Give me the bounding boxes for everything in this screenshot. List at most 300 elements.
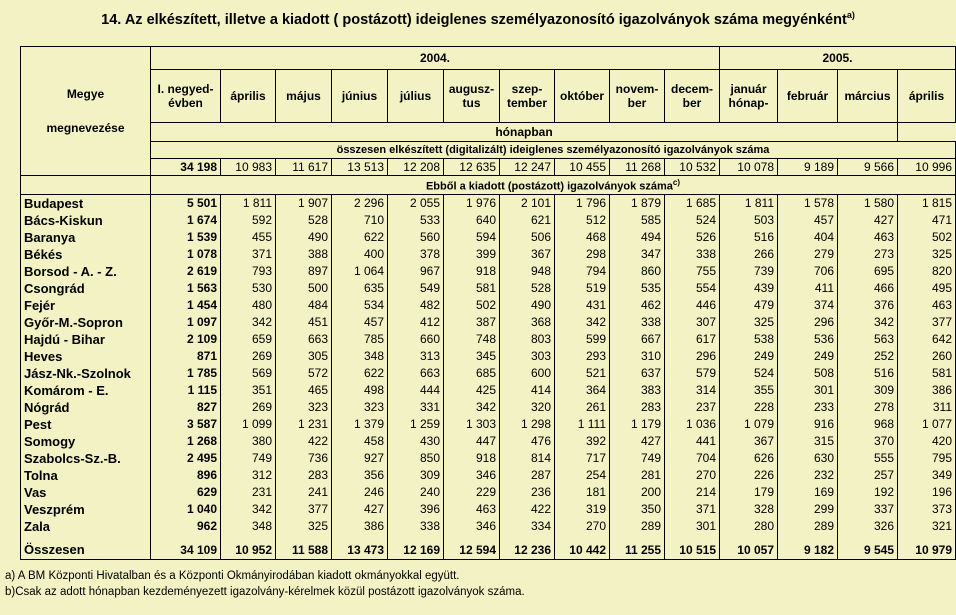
cell-value: 626 <box>720 450 778 467</box>
county-name: Komárom - E. <box>21 382 151 399</box>
cell-value: 370 <box>838 433 898 450</box>
osszesen-elkeszitett-value: 10 455 <box>555 159 610 176</box>
cell-value: 500 <box>276 280 332 297</box>
cell-value: 512 <box>555 212 610 229</box>
cell-value: 569 <box>221 365 276 382</box>
cell-value: 1 231 <box>276 416 332 433</box>
month-header: novem- ber <box>610 70 665 123</box>
total-value: 10 515 <box>665 541 720 560</box>
month-header: október <box>555 70 610 123</box>
cell-value: 1 907 <box>276 194 332 212</box>
cell-value: 380 <box>221 433 276 450</box>
cell-value: 962 <box>151 518 221 535</box>
cell-value: 663 <box>276 331 332 348</box>
cell-value: 5 501 <box>151 194 221 212</box>
cell-value: 785 <box>332 331 388 348</box>
cell-value: 1 879 <box>610 194 665 212</box>
cell-value: 455 <box>221 229 276 246</box>
cell-value: 287 <box>500 467 555 484</box>
table-row <box>21 331 956 348</box>
cell-value: 289 <box>778 518 838 535</box>
cell-value: 377 <box>276 501 332 518</box>
cell-value: 342 <box>555 314 610 331</box>
osszesen-elkeszitett-value: 9 566 <box>838 159 898 176</box>
cell-value: 948 <box>500 263 555 280</box>
cell-value: 328 <box>720 501 778 518</box>
cell-value: 431 <box>555 297 610 314</box>
county-name: Vas <box>21 484 151 501</box>
osszesen-elkeszitett-value: 34 198 <box>151 159 221 176</box>
cell-value: 383 <box>610 382 665 399</box>
cell-value: 1 097 <box>151 314 221 331</box>
county-name: Pest <box>21 416 151 433</box>
cell-value: 897 <box>276 263 332 280</box>
cell-value: 2 101 <box>500 194 555 212</box>
month-header: május <box>276 70 332 123</box>
cell-value: 490 <box>276 229 332 246</box>
cell-value: 192 <box>838 484 898 501</box>
county-name: Jász-Nk.-Szolnok <box>21 365 151 382</box>
cell-value: 254 <box>555 467 610 484</box>
cell-value: 1 115 <box>151 382 221 399</box>
total-value: 12 594 <box>444 541 500 560</box>
cell-value: 376 <box>838 297 898 314</box>
cell-value: 630 <box>778 450 838 467</box>
cell-value: 412 <box>388 314 444 331</box>
month-header: június <box>332 70 388 123</box>
cell-value: 820 <box>898 263 956 280</box>
osszesen-elkeszitett-label: összesen elkészített (digitalizált) ideiglenes személyazonosító igazolványok száma <box>151 142 956 159</box>
cell-value: 521 <box>555 365 610 382</box>
osszesen-elkeszitett-value: 10 078 <box>720 159 778 176</box>
osszesen-elkeszitett-value: 13 513 <box>332 159 388 176</box>
cell-value: 404 <box>778 229 838 246</box>
data-table <box>20 46 956 560</box>
cell-value: 386 <box>332 518 388 535</box>
cell-value: 326 <box>838 518 898 535</box>
cell-value: 516 <box>838 365 898 382</box>
county-name: Baranya <box>21 229 151 246</box>
cell-value: 600 <box>500 365 555 382</box>
cell-value: 387 <box>444 314 500 331</box>
cell-value: 257 <box>838 467 898 484</box>
cell-value: 323 <box>276 399 332 416</box>
cell-value: 269 <box>221 348 276 365</box>
cell-value: 214 <box>665 484 720 501</box>
cell-value: 226 <box>720 467 778 484</box>
county-name: Nógrád <box>21 399 151 416</box>
osszesen-elkeszitett-value: 10 532 <box>665 159 720 176</box>
cell-value: 533 <box>388 212 444 229</box>
cell-value: 695 <box>838 263 898 280</box>
cell-value: 425 <box>444 382 500 399</box>
osszesen-elkeszitett-value: 12 247 <box>500 159 555 176</box>
cell-value: 685 <box>444 365 500 382</box>
total-label: Összesen <box>21 541 151 560</box>
cell-value: 367 <box>720 433 778 450</box>
cell-value: 246 <box>332 484 388 501</box>
total-row <box>21 541 956 560</box>
cell-value: 281 <box>610 467 665 484</box>
footnote-a: a) A BM Központi Hivatalban és a Központi Okmányirodában kiadott okmányokkal együtt. <box>5 570 460 582</box>
cell-value: 1 379 <box>332 416 388 433</box>
cell-value: 228 <box>720 399 778 416</box>
total-value: 10 442 <box>555 541 610 560</box>
cell-value: 528 <box>276 212 332 229</box>
cell-value: 918 <box>444 263 500 280</box>
cell-value: 479 <box>720 297 778 314</box>
cell-value: 321 <box>898 518 956 535</box>
cell-value: 196 <box>898 484 956 501</box>
county-name: Csongrád <box>21 280 151 297</box>
cell-value: 303 <box>500 348 555 365</box>
cell-value: 503 <box>720 212 778 229</box>
cell-value: 490 <box>500 297 555 314</box>
month-header: április <box>898 70 956 123</box>
cell-value: 667 <box>610 331 665 348</box>
table-row <box>21 194 956 212</box>
table-row <box>21 433 956 450</box>
month-header: február <box>778 70 838 123</box>
month-header: április <box>221 70 276 123</box>
cell-value: 659 <box>221 331 276 348</box>
cell-value: 422 <box>276 433 332 450</box>
osszesen-elkeszitett-value: 9 189 <box>778 159 838 176</box>
cell-value: 594 <box>444 229 500 246</box>
cell-value: 310 <box>610 348 665 365</box>
cell-value: 320 <box>500 399 555 416</box>
table-row <box>21 280 956 297</box>
cell-value: 1 674 <box>151 212 221 229</box>
cell-value: 1 268 <box>151 433 221 450</box>
cell-value: 430 <box>388 433 444 450</box>
cell-value: 378 <box>388 246 444 263</box>
osszesen-elkeszitett-value: 10 983 <box>221 159 276 176</box>
cell-value: 617 <box>665 331 720 348</box>
cell-value: 309 <box>838 382 898 399</box>
cell-value: 311 <box>898 399 956 416</box>
cell-value: 1 811 <box>720 194 778 212</box>
cell-value: 622 <box>332 365 388 382</box>
cell-value: 530 <box>221 280 276 297</box>
cell-value: 457 <box>332 314 388 331</box>
cell-value: 538 <box>720 331 778 348</box>
county-name: Tolna <box>21 467 151 484</box>
cell-value: 441 <box>665 433 720 450</box>
total-value: 10 979 <box>898 541 956 560</box>
cell-value: 373 <box>898 501 956 518</box>
cell-value: 635 <box>332 280 388 297</box>
month-header: március <box>838 70 898 123</box>
cell-value: 519 <box>555 280 610 297</box>
table-row <box>21 297 956 314</box>
cell-value: 237 <box>665 399 720 416</box>
cell-value: 1 099 <box>221 416 276 433</box>
county-name: Zala <box>21 518 151 535</box>
cell-value: 350 <box>610 501 665 518</box>
cell-value: 660 <box>388 331 444 348</box>
cell-value: 494 <box>610 229 665 246</box>
cell-value: 1 563 <box>151 280 221 297</box>
cell-value: 319 <box>555 501 610 518</box>
cell-value: 563 <box>838 331 898 348</box>
table-row <box>21 263 956 280</box>
cell-value: 803 <box>500 331 555 348</box>
table-row <box>21 416 956 433</box>
cell-value: 860 <box>610 263 665 280</box>
table-row <box>21 518 956 535</box>
cell-value: 592 <box>221 212 276 229</box>
table-row <box>21 365 956 382</box>
osszesen-elkeszitett-value: 10 996 <box>898 159 956 176</box>
cell-value: 1 539 <box>151 229 221 246</box>
cell-value: 463 <box>444 501 500 518</box>
cell-value: 536 <box>778 331 838 348</box>
cell-value: 325 <box>276 518 332 535</box>
cell-value: 374 <box>778 297 838 314</box>
cell-value: 342 <box>221 314 276 331</box>
cell-value: 289 <box>610 518 665 535</box>
cell-value: 444 <box>388 382 444 399</box>
cell-value: 1 580 <box>838 194 898 212</box>
cell-value: 346 <box>444 518 500 535</box>
cell-value: 342 <box>838 314 898 331</box>
cell-value: 462 <box>610 297 665 314</box>
cell-value: 427 <box>838 212 898 229</box>
cell-value: 528 <box>500 280 555 297</box>
cell-value: 346 <box>444 467 500 484</box>
cell-value: 871 <box>151 348 221 365</box>
month-header: szep- tember <box>500 70 555 123</box>
cell-value: 371 <box>221 246 276 263</box>
county-name: Békés <box>21 246 151 263</box>
year-2005-header: 2005. <box>720 47 956 70</box>
cell-value: 466 <box>838 280 898 297</box>
cell-value: 508 <box>778 365 838 382</box>
cell-value: 351 <box>221 382 276 399</box>
cell-value: 2 495 <box>151 450 221 467</box>
cell-value: 299 <box>778 501 838 518</box>
cell-value: 233 <box>778 399 838 416</box>
cell-value: 342 <box>221 501 276 518</box>
cell-value: 301 <box>665 518 720 535</box>
table-row <box>21 246 956 263</box>
cell-value: 850 <box>388 450 444 467</box>
total-value: 12 169 <box>388 541 444 560</box>
cell-value: 1 578 <box>778 194 838 212</box>
cell-value: 526 <box>665 229 720 246</box>
cell-value: 240 <box>388 484 444 501</box>
cell-value: 468 <box>555 229 610 246</box>
cell-value: 371 <box>665 501 720 518</box>
cell-value: 1 303 <box>444 416 500 433</box>
cell-value: 348 <box>332 348 388 365</box>
cell-value: 169 <box>778 484 838 501</box>
cell-value: 347 <box>610 246 665 263</box>
total-value: 34 109 <box>151 541 221 560</box>
cell-value: 355 <box>720 382 778 399</box>
cell-value: 314 <box>665 382 720 399</box>
county-name: Bács-Kiskun <box>21 212 151 229</box>
cell-value: 305 <box>276 348 332 365</box>
cell-value: 967 <box>388 263 444 280</box>
cell-value: 795 <box>898 450 956 467</box>
cell-value: 296 <box>665 348 720 365</box>
cell-value: 554 <box>665 280 720 297</box>
honapban-header: hónapban <box>151 123 898 142</box>
cell-value: 457 <box>778 212 838 229</box>
cell-value: 312 <box>221 467 276 484</box>
cell-value: 229 <box>444 484 500 501</box>
cell-value: 283 <box>276 467 332 484</box>
cell-value: 524 <box>720 365 778 382</box>
cell-value: 581 <box>444 280 500 297</box>
county-name: Szabolcs-Sz.-B. <box>21 450 151 467</box>
ebbol-label: Ebből a kiadott (postázott) igazolványok száma$^{c)}$ <box>151 176 956 195</box>
cell-value: 1 811 <box>221 194 276 212</box>
cell-value: 814 <box>500 450 555 467</box>
cell-value: 524 <box>665 212 720 229</box>
cell-value: 2 296 <box>332 194 388 212</box>
cell-value: 555 <box>838 450 898 467</box>
cell-value: 1 040 <box>151 501 221 518</box>
cell-value: 968 <box>838 416 898 433</box>
cell-value: 279 <box>778 246 838 263</box>
cell-value: 325 <box>720 314 778 331</box>
cell-value: 439 <box>720 280 778 297</box>
cell-value: 236 <box>500 484 555 501</box>
cell-value: 323 <box>332 399 388 416</box>
footnote-b: b)Csak az adott hónapban kezdeményezett igazolvány-kérelmek közül postázott igazolványok száma. <box>5 586 525 598</box>
cell-value: 349 <box>898 467 956 484</box>
table-row <box>21 314 956 331</box>
year-2004-header: 2004. <box>151 47 720 70</box>
total-value: 10 057 <box>720 541 778 560</box>
cell-value: 249 <box>720 348 778 365</box>
cell-value: 422 <box>500 501 555 518</box>
cell-value: 260 <box>898 348 956 365</box>
megye-header: Megye megnevezése <box>21 47 151 176</box>
cell-value: 717 <box>555 450 610 467</box>
table-row <box>21 212 956 229</box>
cell-value: 1 077 <box>898 416 956 433</box>
cell-value: 368 <box>500 314 555 331</box>
cell-value: 200 <box>610 484 665 501</box>
total-value: 10 952 <box>221 541 276 560</box>
cell-value: 585 <box>610 212 665 229</box>
month-header: január hónap- <box>720 70 778 123</box>
month-header: decem- ber <box>665 70 720 123</box>
cell-value: 269 <box>221 399 276 416</box>
cell-value: 337 <box>838 501 898 518</box>
cell-value: 498 <box>332 382 388 399</box>
cell-value: 298 <box>555 246 610 263</box>
cell-value: 293 <box>555 348 610 365</box>
cell-value: 465 <box>276 382 332 399</box>
cell-value: 748 <box>444 331 500 348</box>
table-row <box>21 382 956 399</box>
cell-value: 534 <box>332 297 388 314</box>
osszesen-elkeszitett-value: 12 208 <box>388 159 444 176</box>
total-value: 9 545 <box>838 541 898 560</box>
cell-value: 377 <box>898 314 956 331</box>
cell-value: 458 <box>332 433 388 450</box>
cell-value: 325 <box>898 246 956 263</box>
county-name: Budapest <box>21 194 151 212</box>
cell-value: 1 078 <box>151 246 221 263</box>
cell-value: 345 <box>444 348 500 365</box>
cell-value: 484 <box>276 297 332 314</box>
cell-value: 827 <box>151 399 221 416</box>
cell-value: 3 587 <box>151 416 221 433</box>
cell-value: 367 <box>500 246 555 263</box>
cell-value: 736 <box>276 450 332 467</box>
total-value: 11 255 <box>610 541 665 560</box>
cell-value: 313 <box>388 348 444 365</box>
cell-value: 706 <box>778 263 838 280</box>
cell-value: 463 <box>838 229 898 246</box>
cell-value: 411 <box>778 280 838 297</box>
cell-value: 549 <box>388 280 444 297</box>
cell-value: 331 <box>388 399 444 416</box>
footnotes <box>5 568 525 600</box>
cell-value: 399 <box>444 246 500 263</box>
cell-value: 1 976 <box>444 194 500 212</box>
cell-value: 749 <box>221 450 276 467</box>
cell-value: 231 <box>221 484 276 501</box>
table-row <box>21 467 956 484</box>
cell-value: 502 <box>898 229 956 246</box>
table-row <box>21 501 956 518</box>
cell-value: 270 <box>665 467 720 484</box>
cell-value: 896 <box>151 467 221 484</box>
month-header: július <box>388 70 444 123</box>
cell-value: 599 <box>555 331 610 348</box>
cell-value: 1 064 <box>332 263 388 280</box>
table-row <box>21 348 956 365</box>
cell-value: 581 <box>898 365 956 382</box>
cell-value: 495 <box>898 280 956 297</box>
cell-value: 232 <box>778 467 838 484</box>
total-value: 11 588 <box>276 541 332 560</box>
cell-value: 572 <box>276 365 332 382</box>
cell-value: 315 <box>778 433 838 450</box>
cell-value: 386 <box>898 382 956 399</box>
cell-value: 296 <box>778 314 838 331</box>
cell-value: 1 785 <box>151 365 221 382</box>
county-name: Győr-M.-Sopron <box>21 314 151 331</box>
cell-value: 579 <box>665 365 720 382</box>
table-row <box>21 229 956 246</box>
cell-value: 1 685 <box>665 194 720 212</box>
cell-value: 392 <box>555 433 610 450</box>
table-row <box>21 399 956 416</box>
cell-value: 179 <box>720 484 778 501</box>
cell-value: 356 <box>332 467 388 484</box>
cell-value: 637 <box>610 365 665 382</box>
osszesen-elkeszitett-value: 11 617 <box>276 159 332 176</box>
total-value: 12 236 <box>500 541 555 560</box>
cell-value: 704 <box>665 450 720 467</box>
cell-value: 400 <box>332 246 388 263</box>
cell-value: 621 <box>500 212 555 229</box>
cell-value: 1 111 <box>555 416 610 433</box>
cell-value: 309 <box>388 467 444 484</box>
cell-value: 342 <box>444 399 500 416</box>
cell-value: 1 259 <box>388 416 444 433</box>
cell-value: 927 <box>332 450 388 467</box>
cell-value: 622 <box>332 229 388 246</box>
